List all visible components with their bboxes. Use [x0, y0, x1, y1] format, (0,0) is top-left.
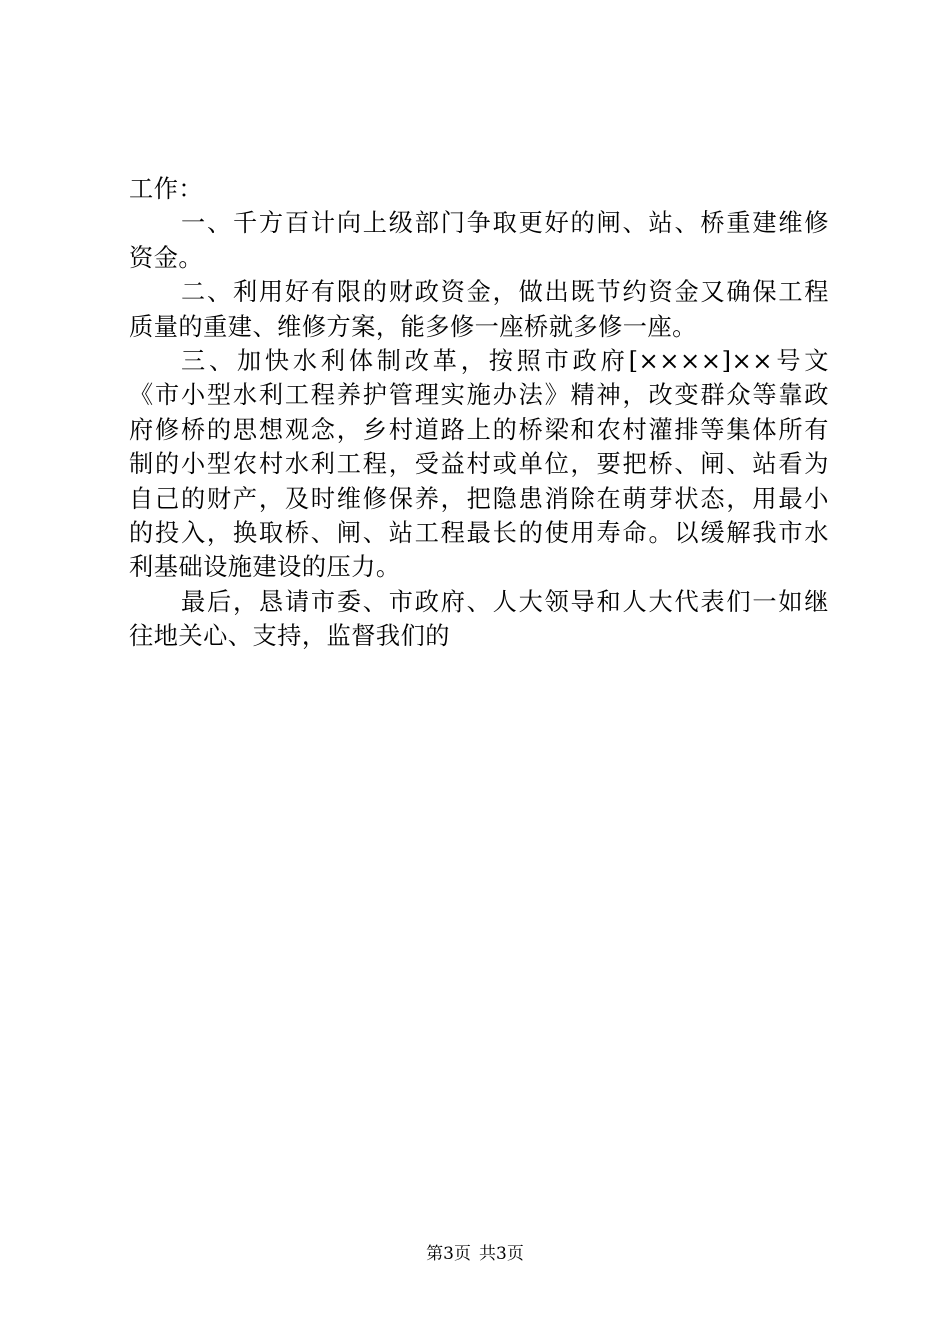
text-line: 资金。	[129, 243, 204, 272]
text-line: 府修桥的思想观念，乡村道路上的桥梁和农村灌排等集体所有	[129, 415, 829, 444]
text-line: 《市小型水利工程养护管理实施办法》精神，改变群众等靠政	[129, 381, 829, 410]
page-footer	[0, 1243, 950, 1265]
text-line: 最后，恳请市委、市政府、人大领导和人大代表们一如继	[181, 587, 829, 616]
text-line: 利基础设施建设的压力。	[129, 553, 401, 582]
text-line: 三、加快水利体制改革，按照市政府[××××]××号文	[181, 346, 829, 375]
page-number: 第3页	[426, 1244, 471, 1264]
document-body	[129, 172, 829, 653]
page-total: 共3页	[479, 1244, 524, 1264]
text-line: 工作：	[129, 175, 204, 203]
text-line: 自己的财产，及时维修保养，把隐患消除在萌芽状态，用最小	[129, 484, 829, 513]
text-line: 制的小型农村水利工程，受益村或单位，要把桥、闸、站看为	[129, 450, 829, 479]
text-line: 的投入，换取桥、闸、站工程最长的使用寿命。以缓解我市水	[129, 518, 829, 547]
text-line: 一、千方百计向上级部门争取更好的闸、站、桥重建维修	[181, 209, 829, 238]
text-line: 质量的重建、维修方案，能多修一座桥就多修一座。	[129, 312, 697, 341]
text-line: 往地关心、支持，监督我们的	[129, 622, 450, 651]
text-line: 二、利用好有限的财政资金，做出既节约资金又确保工程	[181, 278, 829, 307]
